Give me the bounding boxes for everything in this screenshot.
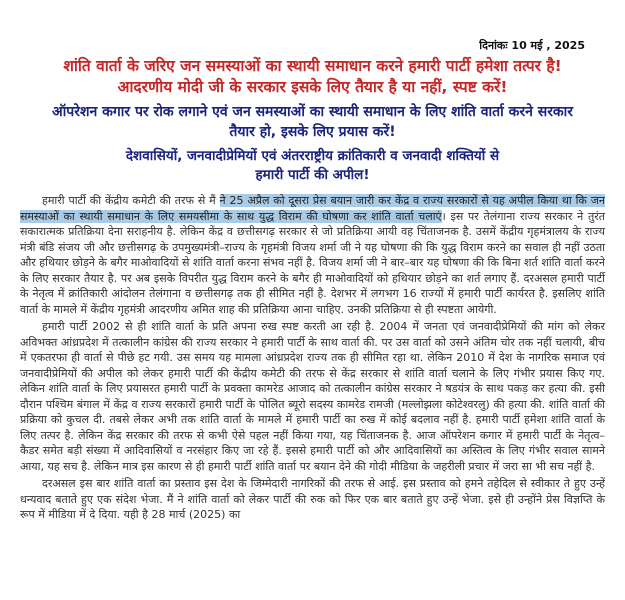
headline: [20, 56, 605, 98]
headline-line-1: शांति वार्ता के जरिए जन समस्याओं का स्थायी समाधान करने हमारी पार्टी हमेशा तत्पर है!: [63, 57, 562, 75]
headline-line-2: आदरणीय मोदी जी के सरकार इसके लिए तैयार है या नहीं, स्पष्ट करें!: [117, 78, 508, 96]
appeal-line-1: देशवासियों, जनवादीप्रेमियों एवं अंतरराष्ट्रीय क्रांतिकारी व जनवादी शक्तियों से: [125, 148, 500, 164]
highlighted-text[interactable]: ने 25 अप्रैल को दूसरा प्रेस बयान जारी कर केंद्र व राज्य सरकारों से यह अपील किया था कि जन समस्याओं का स्थायी समाधान के लिए समयसीमा के साथ युद्ध विराम की घोषणा कर शांति वार्ता चलाएं: [20, 194, 605, 223]
paragraph-1-start: हमारी पार्टी की केंद्रीय कमेटी की तरफ से मैं: [42, 194, 220, 207]
paragraph-3: दरअसल इस बार शांति वार्ता का प्रस्ताव इस देश के जिम्मेदारी नागरिकों की तरफ से आई. इस प्रस्ताव को हमने तहेदिल से स्वीकार ते हुए उन्हें धन्यवाद बताते हुए एक संदेश भेजा. मैं ने शांति वार्ता को लेकर पार्टी की रुक को फिर एक बार बताते हुए उन्हें भेजा. इसे ही उन्होंने प्रेस विज्ञप्ति के रूप में मीडिया में दे दिया. यही है 28 मार्च (2025) का: [20, 477, 605, 521]
appeal-heading: [20, 147, 605, 185]
subheading-line-1: ऑपरेशन कगार पर रोक लगाने एवं जन समस्याओं का स्थायी समाधान के लिए शांति वार्ता करने सरकार: [51, 104, 574, 120]
subheading-line-2: तैयार हो, इसके लिए प्रयास करें!: [229, 124, 396, 140]
paragraph-1: [20, 193, 605, 317]
statement-date: दिनांकः 10 मई , 2025: [479, 39, 585, 52]
appeal-line-2: हमारी पार्टी की अपील!: [255, 167, 370, 183]
paragraph-2: हमारी पार्टी 2002 से ही शांति वार्ता के प्रति अपना रुख स्पष्ट करती आ रही है. 2004 में जनता एवं जनवादीप्रेमियों की मांग को लेकर अविभक्त आंध्रप्रदेश में तत्कालीन कांग्रेस की राज्य सरकार ने हमारी पार्टी के साथ वार्ता की. पर उस वार्ता को उसने अंतिम चोर तक नहीं चलायी, बीच में एकतरफा ही वार्ता से पीछे हट गयी. उस समय यह मामला आंध्रप्रदेश राज्य तक ही सीमित रहा था. लेकिन 2010 में देश के नागरिक समाज एवं जनवादीप्रेमियों की अपील को लेकर हमारी पार्टी की केंद्रीय कमेटी की तरफ से केंद्र सरकार से शांति वार्ता चलाने के लिए गंभीर प्रयास किए गए. लेकिन शांति वार्ता के लिए प्रयासरत हमारी पार्टी के प्रवक्ता कामरेड आजाद को तत्कालीन कांग्रेस सरकार ने षडयंत्र के साथ पकड़ कर हत्या की. इसी दौरान पश्चिम बंगाल में केंद्र व राज्य सरकारों हमारी पार्टी के पोलित ब्यूरो सदस्य कामरेड रामजी (मल्लोझला कोटेश्वरलु) की हत्या की. शांति वार्ता की प्रक्रिया को कुचल दी. तबसे लेकर अभी तक शांति वार्ता के मामले में हमारी पार्टी का रुख में कोई बदलाव नहीं है. हमारी पार्टी हमेशा शांति वार्ता के लिए तत्पर है. लेकिन केंद्र सरकार की तरफ से कभी ऐसे पहल नहीं किया गया, यह चिंताजनक है. आज ऑपरेशन कगार में हमारी पार्टी के नेतृत्व–कैडर समेत बड़ी संख्या में आदिवासियों व नरसंहार किए जा रहे हैं. इससे हमारी पार्टी को और आदिवासियों का अस्तित्व के लिए गंभीर सवाल सामने आया, यह सच है. लेकिन मात्र इस कारण से ही हमारी पार्टी शांति वार्ता पर बयान देने की गोदी मीडिया के जहरीली प्रचार में जरा सा भी सच नहीं है.: [20, 320, 605, 473]
subheading: [20, 102, 605, 142]
statement-body: [20, 193, 605, 523]
paragraph-1-rest: । इस पर तेलंगाना राज्य सरकार ने तुरंत सकारात्मक प्रतिक्रिया देना सराहनीय है. लेकिन केंद्र व छत्तीसगढ़ सरकार से जो प्रतिक्रिया आयी वह चिंताजनक है. उसमें केंद्रीय गृहमंत्रालय के राज्य मंत्री बंडि संजय जी और छत्तीसगढ़ के उपमुख्यमंत्री–राज्य के गृहमंत्री विजय शर्मा जी ने यह घोषणा की कि युद्ध विराम करने का सवाल ही नहीं उठता और हथियार छोड़ने के बगैर माओवादियों से शांति वार्ता करना संभव नहीं है. विजय शर्मा जी ने बार–बार यह घोषणा की कि बिना शर्त शांति वार्ता करने के लिए सरकार तैयार है. पर अब इसके विपरीत युद्ध विराम करने के बगैर ही माओवादियों को हथियार छोड़ने का शर्त लगाए हैं. दरअसल हमारी पार्टी के नेतृत्व में क्रांतिकारी आंदोलन तेलंगाना व छत्तीसगढ़ तक ही सीमित नहीं है. देशभर में लगभग 16 राज्यों में हमारी पार्टी कार्यरत है. इसलिए शांति वार्ता के मामले में केंद्रीय गृहमंत्री आदरणीय अमित शाह की प्रतिक्रिया आना चाहिए. उनकी प्रतिक्रिया से ही स्पष्टता आयेगी.: [20, 209, 606, 316]
